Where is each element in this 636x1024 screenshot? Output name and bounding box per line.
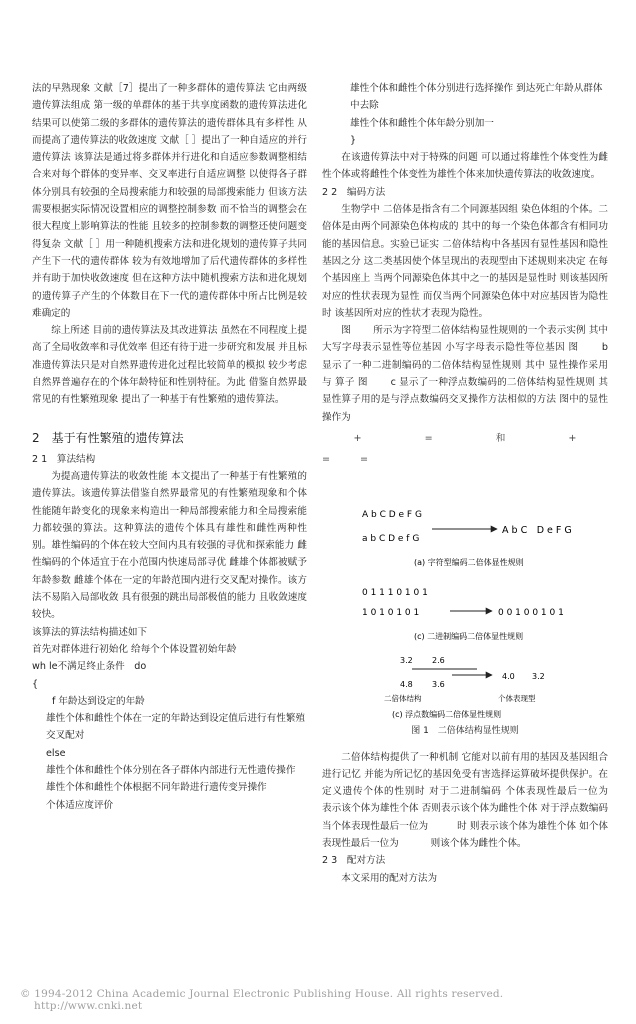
figure-label: 个体表现型 <box>498 693 536 703</box>
paragraph: 法的早熟现象 文献［7］提出了一种多群体的遗传算法 它由两级遗传算法组成 第一级的单群体的基于共享度函数的遗传算法进化结果可以使第二级的多群体的遗传算法的遗传群体具有多样性 从而提高了遗传算法的收敛速度 文献［ ］提出了一种自适应的并行遗传算法 该算法是通过将多群体并行进化和自适应参数调整相结合来对每个群体的变异率、交叉率进行自适应调整 以使得各子群体分别具有较强的全局搜索能力和较强的局部搜索能力 但该方法需要根据实际情况设置相应的调整控制参数 而不恰当的调整会在很大程度上影响算法的性能 且较多的控制参数的调整还使问题变得复杂 文献［ ］用一种随机搜索方法和进化规划的遗传算子共同产生下一代的遗传群体 较为有效地增加了后代遗传群体的多样性 并有助于加快收敛速度 但在这种方法中随机搜索方法和进化规划的遗传算子产生的个体数目在下一代的遗传群体中所占比例是较难确定的 <box>32 83 307 319</box>
figure-text: 4.0 <box>502 671 515 681</box>
figure-canvas <box>322 487 608 719</box>
algorithm-line: 个体适应度评价 <box>46 799 114 811</box>
algorithm-line: 首先对群体进行初始化 给每个个体设置初始年龄 <box>32 643 237 655</box>
algorithm-block <box>32 693 307 814</box>
equation-symbol: 和 <box>495 432 506 444</box>
algorithm-line: 雄性个体和雌性个体年龄分别加一 <box>350 117 494 129</box>
figure-caption-sub: (c) 浮点数编码二倍体显性规则 <box>392 709 502 719</box>
paragraph: 在该遗传算法中对于特殊的问题 可以通过将雄性个体变性为雌性个体或将雌性个体变性为雄性个体来加快遗传算法的收敛速度。 <box>322 152 608 181</box>
right-column <box>322 80 631 887</box>
equation-symbol: = <box>360 454 369 466</box>
figure-text: a b C D e f G <box>362 533 420 544</box>
figure-diploid-dominance <box>322 487 608 737</box>
algorithm-line: 该算法的算法结构描述如下 <box>32 626 148 638</box>
algorithm-line: f 年龄达到设定的年龄 <box>52 695 145 707</box>
figure-caption-sub: (c) 二进制编码二倍体显性规则 <box>414 631 524 641</box>
paragraph: 二倍体结构提供了一种机制 它能对以前有用的基因及基因组合进行记忆 并能为所记忆的基因免受有害选择运算破坏提供保护。在定义遗传个体的性别时 对于二进制编码 个体表现性最后一位为 表示该个体为雄性个体 否则表示该个体为雌性个体 对于浮点数编码 当个体表现性最后一位为 时 则表示该个体为雄性个体 如个体表现性最后一位为 则该个体为雌性个体。 <box>322 751 631 850</box>
algorithm-block <box>32 624 307 693</box>
figure-caption-sub: (a) 字符型编码二倍体显性规则 <box>414 557 524 567</box>
subsection-heading: 2 3 配对方法 <box>322 855 386 867</box>
algorithm-line: 雄性个体和雌性个体根据不同年龄进行遗传变异操作 <box>46 782 267 794</box>
copyright-text: © 1994-2012 China Academic Journal Electronic Publishing House. All rights reserved. <box>20 988 504 1000</box>
algorithm-line: 雄性个体和雌性个体分别进行选择操作 到达死亡年龄从群体中去除 <box>350 83 603 112</box>
equation-symbol: + <box>568 432 577 444</box>
figure-text: A b C D e F G <box>502 524 572 536</box>
paragraph: 综上所述 目前的遗传算法及其改进算法 虽然在不同程度上提高了全局收敛率和寻优效率 但还有待于进一步研究和发展 并且标准遗传算法只是对自然界遗传进化过程比较简单的模拟 较少考虑自然界普遍存在的个体年龄特征和性别特征。为此 借鉴自然界最常见的有性繁殖现象 提出了一种基于有性繁殖的遗传算法。 <box>32 325 307 406</box>
figure-text: 3.6 <box>432 679 445 689</box>
algorithm-line: 雄性个体和雌性个体分别在各子群体内部进行无性遗传操作 <box>46 764 296 776</box>
page-footer <box>20 988 620 1012</box>
figure-caption: 图 1 二倍体结构显性规则 <box>411 725 519 736</box>
figure-text: 0 0 1 0 0 1 0 1 <box>498 607 564 618</box>
figure-text: 3.2 <box>532 671 545 681</box>
figure-text: 1 0 1 0 1 0 1 <box>362 607 420 618</box>
equation-line <box>322 451 608 468</box>
paragraph: 本文采用的配对方法为 <box>341 872 438 884</box>
algorithm-block <box>322 80 608 149</box>
left-column <box>32 80 307 814</box>
figure-label: 二倍体结构 <box>384 693 422 703</box>
algorithm-line: wh le不满足终止条件 do <box>32 661 147 673</box>
figure-text: 0 1 1 1 0 1 0 1 <box>362 587 428 598</box>
equation-symbol: = <box>322 454 331 466</box>
figure-text: 2.6 <box>432 655 445 665</box>
equation-line <box>322 430 608 447</box>
algorithm-line: else <box>46 747 66 759</box>
paragraph: 生物学中 二倍体是指含有二个同源基因组 染色体组的个体。二倍体是由两个同源染色体构成的 其中的每一个染色体都含有相同功能的基因信息。实验已证实 二倍体结构中各基因有显性基因和隐性基因之分 这二类基因使个体呈现出的表现型由下述规则来决定 在每个基因座上 当两个同源染色体其中之一的基因是显性时 则该基因所对应的性状表现为显性 而仅当两个同源染色体中对应基因皆为隐性时 该基因所对应的性状才表现为隐性。 <box>322 204 608 319</box>
paragraph: 图 所示为字符型二倍体结构显性规则的一个表示实例 其中大写字母表示显性等位基因 小写字母表示隐性等位基因 图 b 显示了一种二进制编码的二倍体结构显性规则 其中 显性操作采用 与 算子 图 c 显示了一种浮点数编码的二倍体结构显性规则 其显性算子用的是与浮点数编码交叉操作方法相似的方法 图中的显性操作为 <box>322 325 618 423</box>
algorithm-line: 雄性个体和雌性个体在一定的年龄达到设定值后进行有性繁殖交叉配对 <box>46 713 306 742</box>
equation-symbol: + <box>353 432 362 444</box>
equation-symbol: = <box>424 432 433 444</box>
figure-text: 4.8 <box>400 679 413 689</box>
figure-text: A b C D e F G <box>362 509 422 520</box>
subsection-heading: 2 1 算法结构 <box>32 453 96 465</box>
paragraph: 为提高遗传算法的收敛性能 本文提出了一种基于有性繁殖的遗传算法。该遗传算法借鉴自然界最常见的有性繁殖现象和个体性能随年龄变化的现象来构造出一种局部搜索能力和全局搜索能力都较强的算法。这种算法的遗传个体具有雄性和雌性两种性别。雄性编码的个体在较大空间内具有较强的寻优和探索能力 雌性编码的个体适宜于在小范围内快速局部寻优 雌雄个体都被赋予年龄参数 雌雄个体在一定的年龄范围内进行交叉配对操作。该方法不易陷入局部收敛 具有很强的跳出局部极值的能力 且收敛速度较快。 <box>32 470 307 621</box>
figure-text: 3.2 <box>400 655 413 665</box>
algorithm-line: } <box>350 134 357 146</box>
algorithm-line: { <box>32 678 39 690</box>
subsection-heading: 2 2 编码方法 <box>322 186 386 198</box>
section-heading: 2 基于有性繁殖的遗传算法 <box>32 430 184 445</box>
footer-link[interactable]: http://www.cnki.net <box>34 1000 143 1012</box>
